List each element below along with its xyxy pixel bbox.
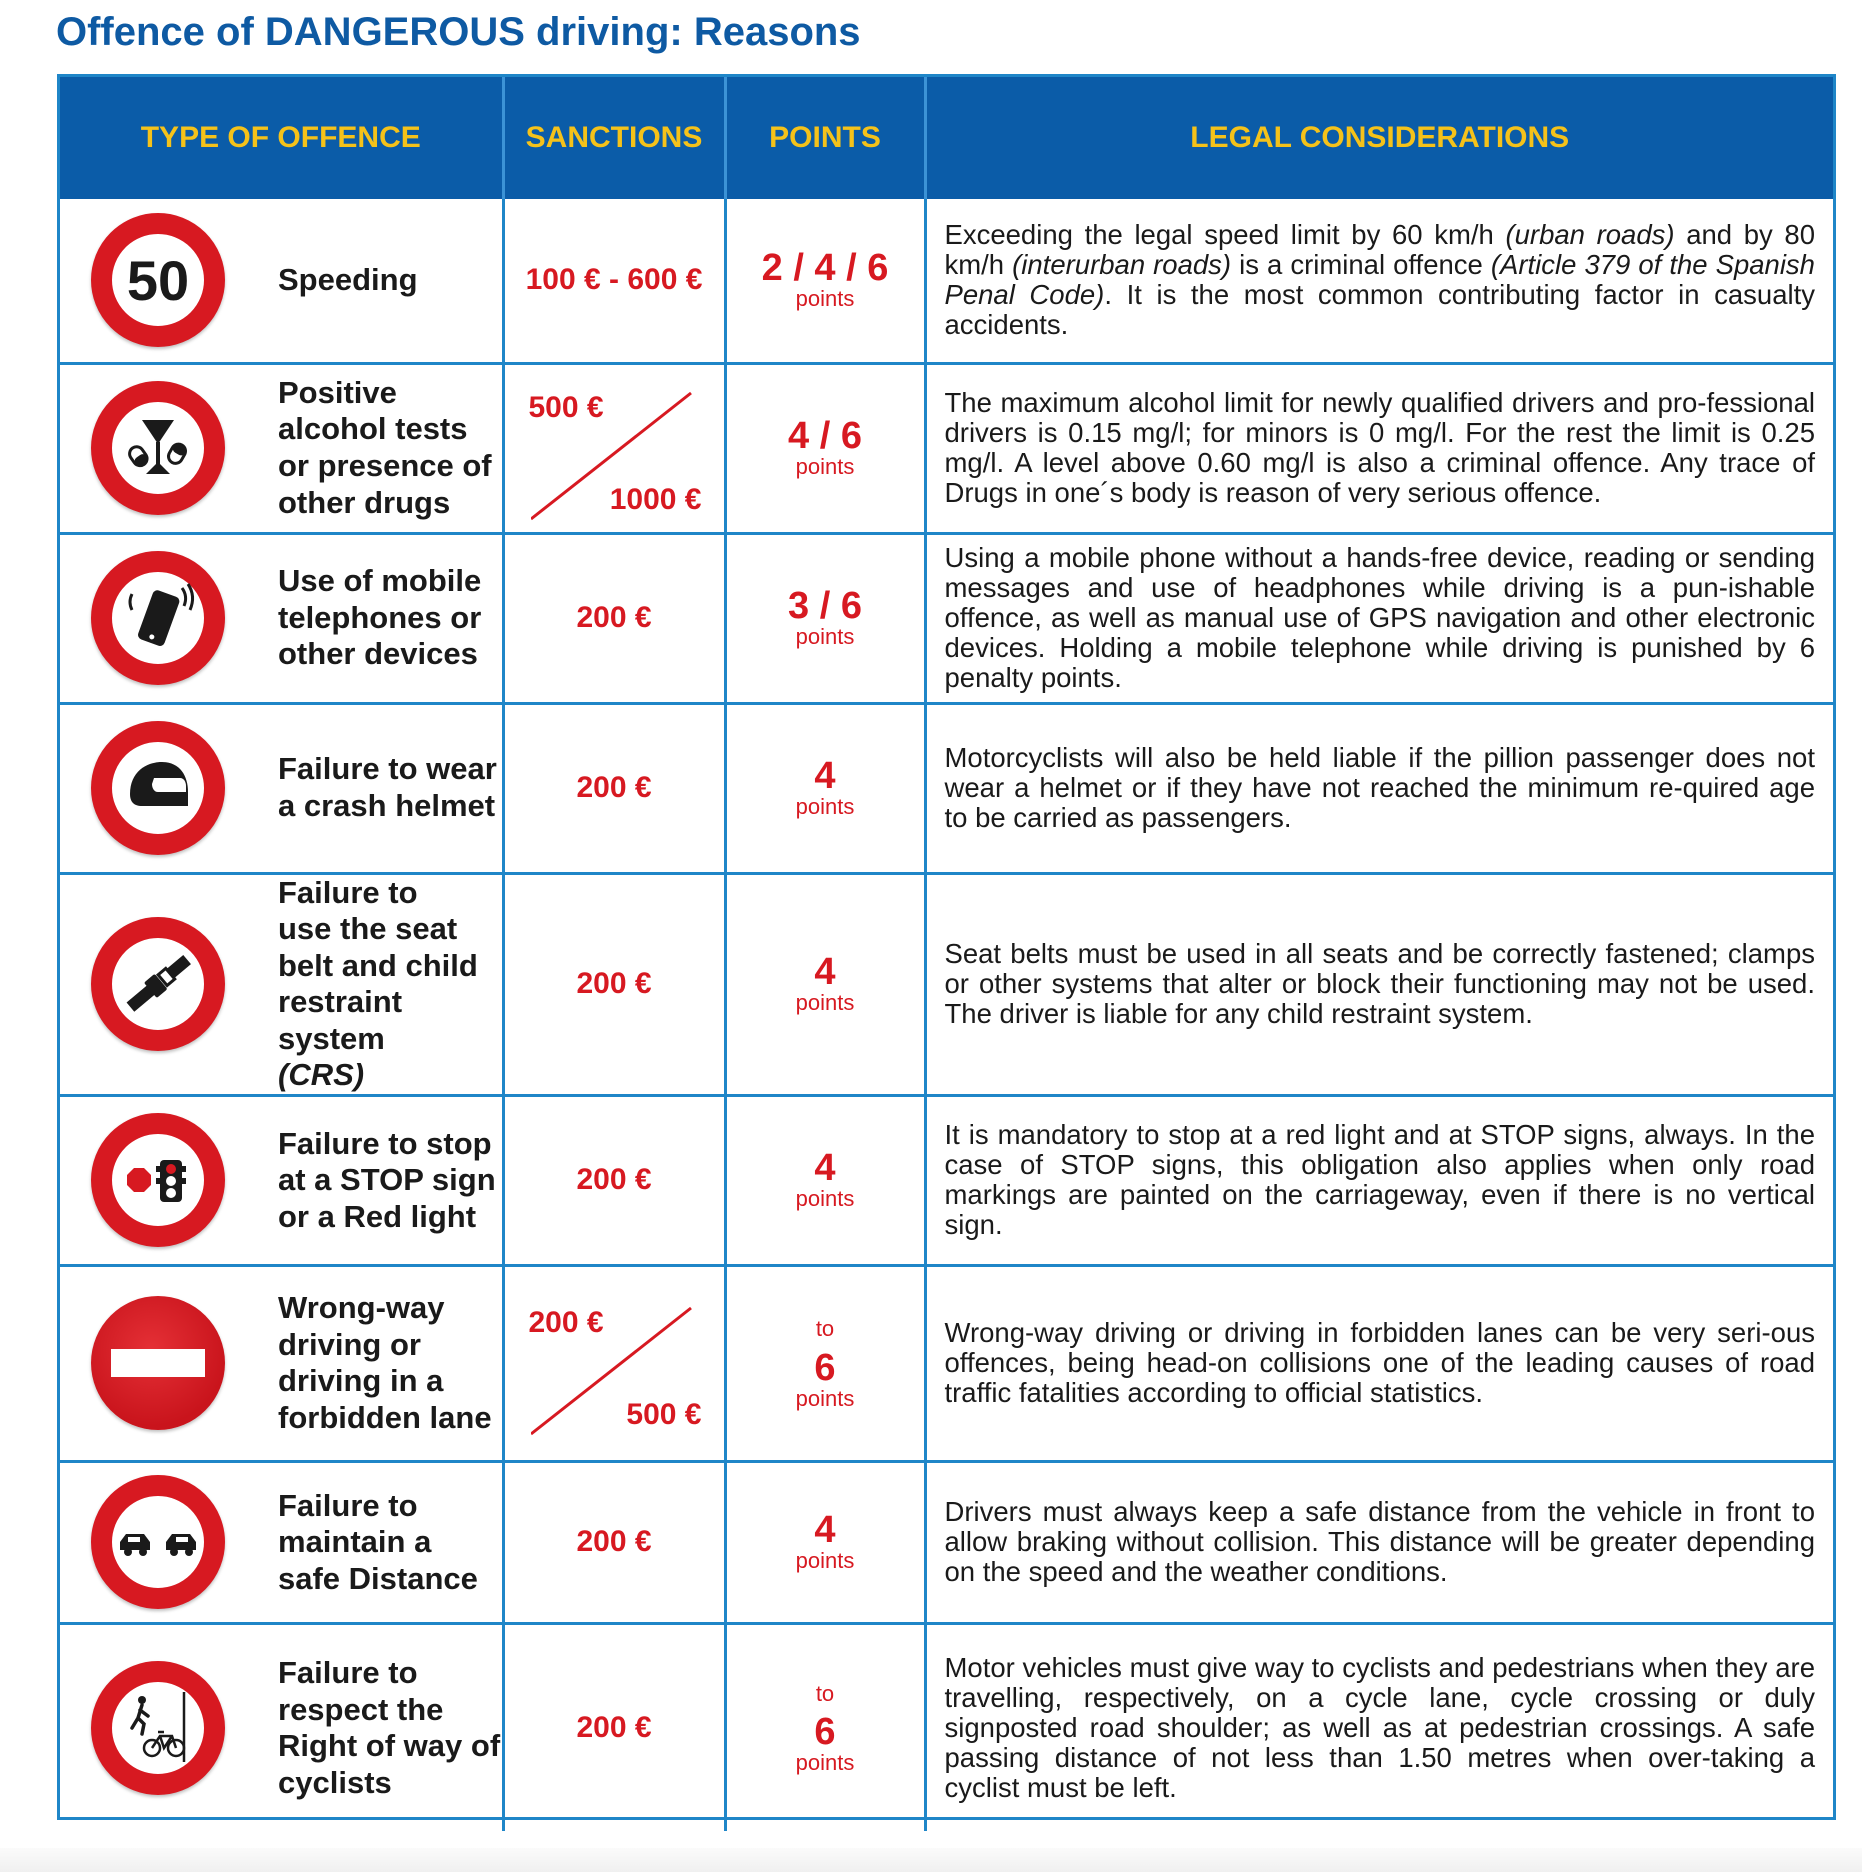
- offences-grid: [60, 77, 1833, 1831]
- points-label: points: [795, 453, 855, 479]
- points-cell: [725, 199, 925, 363]
- sanction-max: 500 €: [626, 1398, 702, 1432]
- safe-distance-icon: [91, 1475, 225, 1609]
- offence-cell: [60, 533, 503, 703]
- table-row: [60, 363, 1833, 533]
- points-value: 4: [814, 951, 836, 994]
- offence-cell: [60, 1461, 503, 1623]
- legal-text: Motor vehicles must give way to cyclists and pedestrians when they are travelling, respectively, on a cycle lane, cycle crossing or duly signposted road shoulder; as well as at pedestrian crossings. A safe passing distance of not less than 1.50 metres when over-taking a cyclist must be left.: [944, 1652, 1815, 1804]
- sanction-value: 100 € - 600 €: [525, 263, 703, 297]
- sanction-cell: [503, 1461, 725, 1623]
- points-label: points: [795, 1186, 855, 1212]
- table-row: [60, 199, 1833, 363]
- points-label: points: [795, 1385, 855, 1411]
- legal-cell: [925, 1265, 1833, 1461]
- points-value: 4: [814, 1147, 836, 1190]
- offence-name: Speeding: [278, 261, 418, 297]
- sanction-cell: [503, 703, 725, 873]
- sanction-min: 500 €: [528, 391, 604, 424]
- offence-cell: [60, 1095, 503, 1265]
- points-label: points: [795, 1750, 855, 1776]
- sanction-cell: [503, 1265, 725, 1461]
- legal-cell: [925, 873, 1833, 1095]
- header-points: POINTS: [725, 77, 925, 199]
- points-cell: [725, 533, 925, 703]
- stop-red-light-icon: [91, 1113, 225, 1247]
- points-label: points: [795, 793, 855, 819]
- legal-cell: [925, 199, 1833, 363]
- points-prefix: to: [815, 1680, 835, 1706]
- offences-table: [57, 74, 1836, 1820]
- offence-name: Wrong-way driving or driving in a forbidden lane: [278, 1290, 492, 1436]
- table-row: [60, 873, 1833, 1095]
- offence-name: Failure to respect the Right of way of cyclists: [278, 1655, 501, 1800]
- table-row: [60, 1461, 1833, 1623]
- points-label: points: [795, 1548, 855, 1574]
- mobile-phone-icon: [91, 551, 225, 685]
- points-value: 3 / 6: [788, 584, 862, 627]
- points-value: 6: [814, 1711, 836, 1754]
- sanction-value: 200 €: [576, 1711, 652, 1745]
- legal-text: The maximum alcohol limit for newly qualified drivers and pro-fessional drivers is 0.15 mg/l; for minors is 0 mg/l. For the rest the limit is 0.25 mg/l. A level above 0.60 mg/l is also a criminal offence. Any trace of Drugs in one´s body is reason of very serious offence.: [944, 387, 1815, 508]
- legal-text: Seat belts must be used in all seats and be correctly fastened; clamps or other systems that alter or block their functioning may not be used. The driver is liable for any child restraint system.: [944, 938, 1815, 1030]
- table-header-row: [60, 77, 1833, 199]
- page-title: Offence of DANGEROUS driving: Reasons: [56, 10, 861, 54]
- legal-text: Using a mobile phone without a hands-free device, reading or sending messages and use of headphones while driving is a pun-ishable offence, as well as manual use of GPS navigation and other electronic devices. Holding a mobile telephone while driving is punished by 6 penalty points.: [944, 542, 1815, 693]
- sanction-value: 200 €: [576, 1163, 652, 1197]
- offence-cell: [60, 199, 503, 363]
- sanction-value: 200 €: [576, 967, 652, 1001]
- points-label: points: [795, 623, 855, 649]
- table-row: [60, 533, 1833, 703]
- points-cell: [725, 703, 925, 873]
- points-value: 4: [814, 754, 836, 797]
- table-row: [60, 703, 1833, 873]
- offence-cell: [60, 1265, 503, 1461]
- offence-cell: [60, 873, 503, 1095]
- legal-text: Motorcyclists will also be held liable if the pillion passenger does not wear a helmet or if they have not reached the minimum re-quired age to be carried as passengers.: [944, 742, 1815, 833]
- table-row: [60, 1265, 1833, 1461]
- sanction-value: 200 €: [576, 1525, 652, 1559]
- sanction-min: 200 €: [528, 1306, 604, 1340]
- legal-cell: [925, 1623, 1833, 1831]
- points-value: 4: [814, 1509, 836, 1552]
- points-value: 4 / 6: [788, 414, 862, 457]
- bottom-shade: [0, 1848, 1862, 1872]
- points-cell: [725, 873, 925, 1095]
- offence-name: Positive alcohol tests or presence of other drugs: [278, 374, 492, 520]
- offence-cell: [60, 363, 503, 533]
- header-sanctions: SANCTIONS: [503, 77, 725, 199]
- legal-text: Wrong-way driving or driving in forbidden lanes can be very seri-ous offences, being head-on collisions one of the leading causes of road traffic fatalities according to official statistics.: [944, 1317, 1815, 1409]
- header-type-of-offence: TYPE OF OFFENCE: [60, 77, 503, 199]
- legal-cell: [925, 1461, 1833, 1623]
- speed-limit-50-icon: [91, 213, 225, 347]
- points-cell: [725, 1095, 925, 1265]
- points-value: 6: [814, 1346, 836, 1389]
- sanction-cell: [503, 533, 725, 703]
- seat-belt-icon: [91, 917, 225, 1051]
- points-cell: [725, 1461, 925, 1623]
- crash-helmet-icon: [91, 721, 225, 855]
- points-label: points: [795, 286, 855, 312]
- points-cell: [725, 1623, 925, 1831]
- header-legal-considerations: LEGAL CONSIDERATIONS: [925, 77, 1833, 199]
- sanction-cell: [503, 873, 725, 1095]
- offence-name: Failure to maintain a safe Distance: [278, 1487, 478, 1596]
- offence-cell: [60, 1623, 503, 1831]
- sanction-value: 200 €: [576, 601, 652, 634]
- sanction-cell: [503, 363, 725, 533]
- legal-text: Exceeding the legal speed limit by 60 km/h (urban roads) and by 80 km/h (interurban roads) is a criminal offence (Article 379 of the Spanish Penal Code). It is the most common contributing factor in casualty accidents.: [944, 219, 1815, 341]
- offence-name: Failure to wear a crash helmet: [278, 751, 497, 823]
- points-label: points: [795, 990, 855, 1016]
- table-row: [60, 1623, 1833, 1831]
- legal-cell: [925, 1095, 1833, 1265]
- points-value: 2 / 4 / 6: [761, 247, 889, 290]
- sanction-value: 200 €: [576, 771, 652, 804]
- legal-text: It is mandatory to stop at a red light and at STOP signs, always. In the case of STOP signs, this obligation also applies when only road markings are painted on the carriageway, even if there is no vertical sign.: [944, 1119, 1815, 1241]
- speed-limit-value: 50: [126, 248, 190, 312]
- offence-cell: [60, 703, 503, 873]
- points-prefix: to: [815, 1316, 835, 1342]
- cyclist-pedestrian-icon: [91, 1661, 225, 1795]
- table-row: [60, 1095, 1833, 1265]
- offence-name: Use of mobile telephones or other devices: [278, 563, 482, 672]
- sanction-max: 1000 €: [609, 483, 702, 516]
- legal-cell: [925, 703, 1833, 873]
- sanction-cell: [503, 1095, 725, 1265]
- points-cell: [725, 1265, 925, 1461]
- legal-text: Drivers must always keep a safe distance from the vehicle in front to allow braking without collision. This distance will be greater depending on the speed and the weather conditions.: [944, 1496, 1815, 1588]
- legal-cell: [925, 363, 1833, 533]
- legal-cell: [925, 533, 1833, 703]
- alcohol-drugs-icon: [91, 381, 225, 515]
- sanction-cell: [503, 199, 725, 363]
- sanction-cell: [503, 1623, 725, 1831]
- points-cell: [725, 363, 925, 533]
- no-entry-icon: [91, 1296, 225, 1430]
- offence-name: Failure to stop at a STOP sign or a Red light: [278, 1125, 496, 1234]
- offence-name: Failure to use the seat belt and child restraint system (CRS): [278, 874, 478, 1093]
